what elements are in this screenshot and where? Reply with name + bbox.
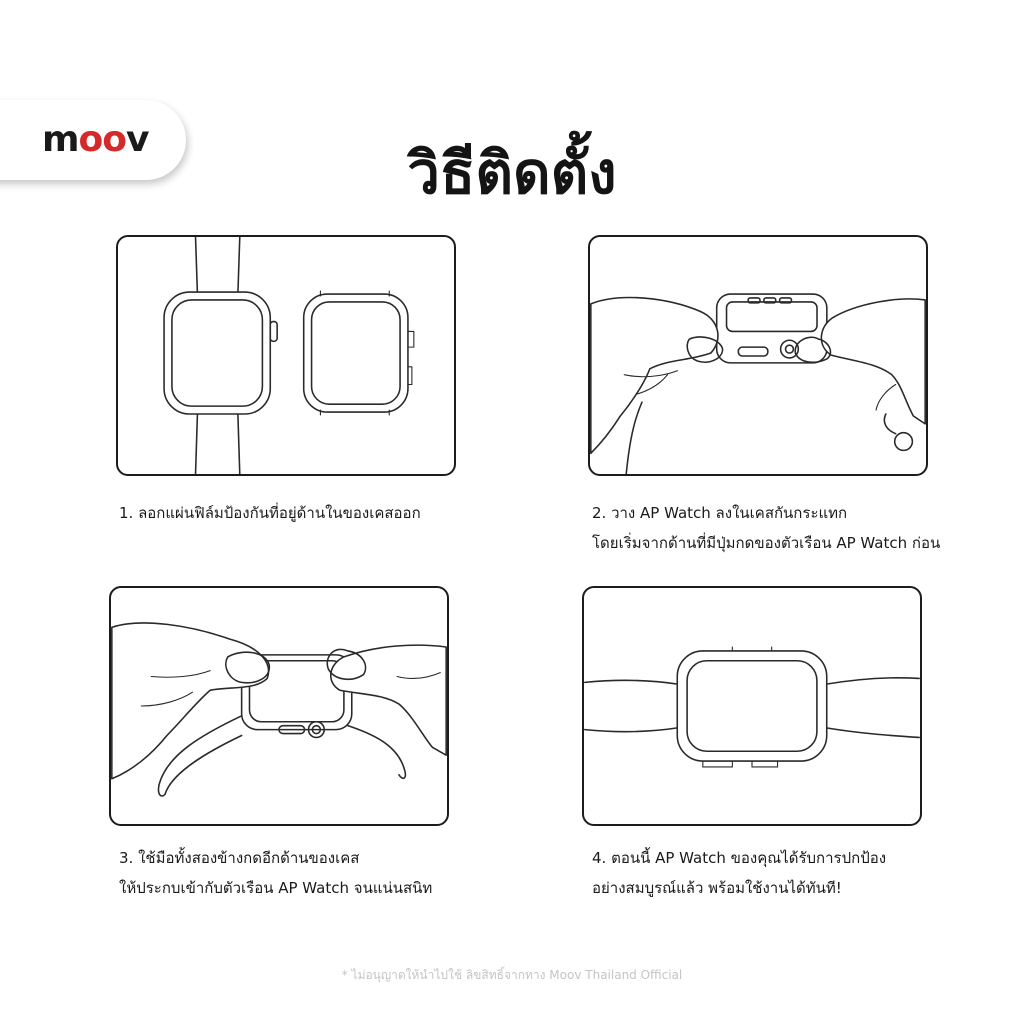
step-3-caption [119,843,432,903]
step-2-line-1: 2. วาง AP Watch ลงในเคสกันกระแทก [592,504,848,522]
page-title: วิธีติดตั้ง [407,139,617,207]
protected-watch-icon [584,588,920,824]
step-4-line-1: 4. ตอนนี้ AP Watch ของคุณได้รับการปกป้อง [592,849,887,867]
step-1-panel [116,235,456,476]
hands-pressing-case-icon [111,588,447,824]
watch-and-case-icon [118,237,454,474]
step-4-panel [582,586,922,826]
moov-logo: moov [42,119,149,160]
step-3-line-2: ให้ประกบเข้ากับตัวเรือน AP Watch จนแน่นสนิท [119,879,433,897]
step-1-line-1: 1. ลอกแผ่นฟิล์มป้องกันที่อยู่ด้านในของเคสออก [119,504,421,522]
hands-inserting-watch-icon [590,237,926,474]
copyright-note: * ไม่อนุญาตให้นำไปใช้ ลิขสิทธิ์จากทาง Moov Thailand Official [341,968,683,982]
step-3-line-1: 3. ใช้มือทั้งสองข้างกดอีกด้านของเคส [119,849,360,867]
step-2-panel [588,235,928,476]
step-2-caption [592,498,940,558]
step-2-line-2: โดยเริ่มจากด้านที่มีปุ่มกดของตัวเรือน AP Watch ก่อน [592,534,941,552]
step-3-panel [109,586,449,826]
step-4-caption [592,843,886,903]
step-1-caption [119,498,421,528]
step-4-line-2: อย่างสมบูรณ์แล้ว พร้อมใช้งานได้ทันที! [592,879,842,897]
